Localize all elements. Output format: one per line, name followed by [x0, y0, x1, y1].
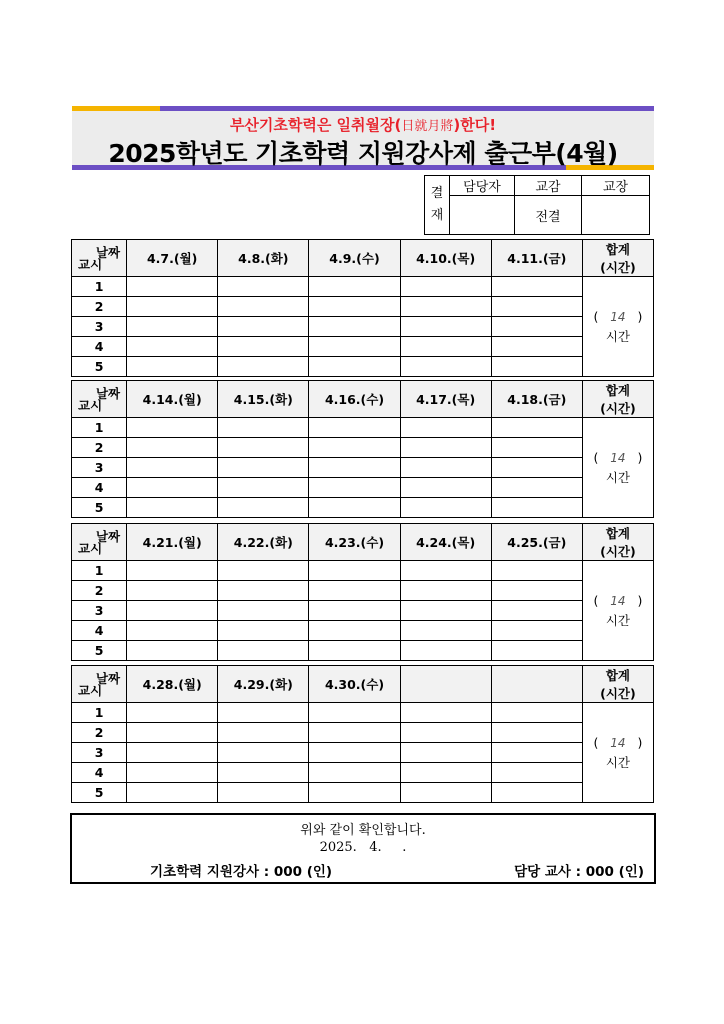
date-period-header [72, 240, 127, 277]
sign-cell[interactable] [218, 317, 309, 337]
slogan-hanja: 日就月將 [401, 119, 454, 134]
sign-cell[interactable] [491, 297, 582, 317]
sign-cell[interactable] [127, 458, 218, 478]
sign-cell[interactable] [309, 783, 400, 803]
table-row [72, 297, 654, 317]
sign-cell[interactable] [400, 337, 491, 357]
sign-cell[interactable] [491, 561, 582, 581]
sign-cell[interactable] [400, 763, 491, 783]
sign-cell[interactable] [491, 581, 582, 601]
table-row [72, 581, 654, 601]
sign-cell[interactable] [218, 458, 309, 478]
sign-cell[interactable] [218, 601, 309, 621]
sign-cell[interactable] [218, 743, 309, 763]
sign-cell[interactable] [127, 783, 218, 803]
sign-cell[interactable] [400, 703, 491, 723]
sign-cell[interactable] [127, 641, 218, 661]
period-number: 2 [72, 581, 127, 601]
confirm-date: 2025. 4. . [319, 840, 407, 855]
sign-cell[interactable] [491, 458, 582, 478]
sign-cell[interactable] [309, 277, 400, 297]
sign-cell[interactable] [309, 458, 400, 478]
sign-cell[interactable] [127, 337, 218, 357]
date-header: 4.9.(수) [309, 240, 400, 277]
sign-cell[interactable] [127, 438, 218, 458]
sign-cell[interactable] [491, 621, 582, 641]
table-row [72, 703, 654, 723]
confirmation-box [70, 813, 656, 884]
table-row [72, 438, 654, 458]
total-hours-cell: ( 14 ) 시간 [582, 561, 653, 661]
sign-cell[interactable] [218, 783, 309, 803]
period-number: 1 [72, 703, 127, 723]
signer-instructor: 기초학력 지원강사 : 000 (인) [150, 864, 333, 880]
sign-cell[interactable] [491, 478, 582, 498]
sign-cell[interactable] [218, 277, 309, 297]
approval-sign-principal[interactable] [582, 196, 650, 235]
sign-cell[interactable] [309, 438, 400, 458]
table-row [72, 337, 654, 357]
total-header: 합계 (시간) [582, 524, 653, 561]
total-hours-value: 14 [610, 593, 626, 608]
table-row [72, 498, 654, 518]
date-header: 4.25.(금) [491, 524, 582, 561]
sign-cell[interactable] [127, 277, 218, 297]
sign-cell[interactable] [309, 601, 400, 621]
sign-cell[interactable] [127, 478, 218, 498]
sign-cell[interactable] [400, 561, 491, 581]
sign-cell[interactable] [491, 763, 582, 783]
period-number: 3 [72, 317, 127, 337]
sign-cell[interactable] [218, 438, 309, 458]
sign-cell[interactable] [127, 357, 218, 377]
sign-cell[interactable] [127, 581, 218, 601]
period-number: 1 [72, 561, 127, 581]
sign-cell[interactable] [127, 601, 218, 621]
period-number: 5 [72, 783, 127, 803]
sign-cell[interactable] [491, 783, 582, 803]
sign-cell[interactable] [400, 458, 491, 478]
period-number: 4 [72, 337, 127, 357]
sign-cell[interactable] [309, 641, 400, 661]
approval-sign-manager[interactable] [450, 196, 515, 235]
page-title: 2025학년도 기초학력 지원강사제 출근부(4월) [108, 139, 618, 168]
date-header: 4.8.(화) [218, 240, 309, 277]
date-label: 날짜 [95, 386, 121, 401]
sign-cell[interactable] [127, 498, 218, 518]
period-number: 5 [72, 641, 127, 661]
sign-cell[interactable] [218, 297, 309, 317]
sign-cell[interactable] [400, 357, 491, 377]
sign-cell[interactable] [400, 581, 491, 601]
date-period-header [72, 381, 127, 418]
sign-cell[interactable] [491, 337, 582, 357]
sign-cell[interactable] [400, 418, 491, 438]
total-hours-cell: ( 14 ) 시간 [582, 418, 653, 518]
sign-cell[interactable] [491, 357, 582, 377]
week-table [71, 239, 654, 377]
sign-cell[interactable] [491, 277, 582, 297]
sign-cell[interactable] [309, 297, 400, 317]
date-header [491, 666, 582, 703]
period-number: 3 [72, 601, 127, 621]
sign-cell[interactable] [491, 601, 582, 621]
slogan-main: 부산기초학력은 일취월장 [229, 116, 395, 134]
approval-side-label: 결 재 [425, 176, 450, 235]
date-header: 4.21.(월) [127, 524, 218, 561]
total-header: 합계 (시간) [582, 381, 653, 418]
sign-cell[interactable] [491, 317, 582, 337]
table-row [72, 357, 654, 377]
sign-cell[interactable] [127, 763, 218, 783]
sign-cell[interactable] [309, 337, 400, 357]
sign-cell[interactable] [400, 438, 491, 458]
date-header: 4.7.(월) [127, 240, 218, 277]
slogan: 부산기초학력은 일취월장(日就月將)한다! [229, 116, 497, 134]
sign-cell[interactable] [491, 418, 582, 438]
date-header: 4.30.(수) [309, 666, 400, 703]
sign-cell[interactable] [218, 418, 309, 438]
sign-cell[interactable] [491, 498, 582, 518]
sign-cell[interactable] [127, 418, 218, 438]
table-row [72, 763, 654, 783]
sign-cell[interactable] [491, 703, 582, 723]
confirm-text: 위와 같이 확인합니다. [300, 823, 426, 838]
approval-box [424, 175, 650, 235]
table-row [72, 277, 654, 297]
approval-col-principal: 교장 [582, 176, 650, 196]
sign-cell[interactable] [127, 723, 218, 743]
sign-cell[interactable] [491, 641, 582, 661]
approval-sign-vice-principal: 전결 [515, 196, 582, 235]
date-period-header [72, 666, 127, 703]
sign-cell[interactable] [309, 357, 400, 377]
date-header: 4.22.(화) [218, 524, 309, 561]
sign-cell[interactable] [218, 478, 309, 498]
date-label: 날짜 [95, 671, 121, 686]
sign-cell[interactable] [218, 581, 309, 601]
sign-cell[interactable] [491, 743, 582, 763]
date-header: 4.10.(목) [400, 240, 491, 277]
date-header: 4.14.(월) [127, 381, 218, 418]
slogan-end: 한다! [460, 116, 497, 134]
total-header: 합계 (시간) [582, 240, 653, 277]
sign-cell[interactable] [309, 561, 400, 581]
sign-cell[interactable] [127, 317, 218, 337]
sign-cell[interactable] [400, 297, 491, 317]
sign-cell[interactable] [309, 723, 400, 743]
sign-cell[interactable] [218, 498, 309, 518]
week-table [71, 523, 654, 661]
table-row [72, 418, 654, 438]
sign-cell[interactable] [218, 723, 309, 743]
date-period-header [72, 524, 127, 561]
period-number: 3 [72, 743, 127, 763]
period-number: 2 [72, 723, 127, 743]
table-row [72, 641, 654, 661]
table-row [72, 478, 654, 498]
period-number: 4 [72, 621, 127, 641]
sign-cell[interactable] [218, 337, 309, 357]
table-row [72, 783, 654, 803]
sign-cell[interactable] [400, 277, 491, 297]
date-header: 4.18.(금) [491, 381, 582, 418]
sign-cell[interactable] [400, 601, 491, 621]
table-row [72, 743, 654, 763]
date-label: 날짜 [95, 245, 121, 260]
period-label: 교시 [78, 541, 103, 556]
period-number: 5 [72, 498, 127, 518]
period-label: 교시 [78, 683, 103, 698]
sign-cell[interactable] [309, 703, 400, 723]
period-number: 3 [72, 458, 127, 478]
total-header: 합계 (시간) [582, 666, 653, 703]
table-row [72, 723, 654, 743]
sign-cell[interactable] [309, 317, 400, 337]
table-row [72, 621, 654, 641]
period-number: 1 [72, 277, 127, 297]
total-hours-cell: ( 14 ) 시간 [582, 277, 653, 377]
sign-cell[interactable] [309, 498, 400, 518]
total-hours-value: 14 [610, 309, 626, 324]
sign-cell[interactable] [127, 297, 218, 317]
period-number: 4 [72, 478, 127, 498]
total-hours-value: 14 [610, 735, 626, 750]
period-label: 교시 [78, 257, 103, 272]
sign-cell[interactable] [400, 317, 491, 337]
period-number: 2 [72, 438, 127, 458]
sign-cell[interactable] [127, 621, 218, 641]
table-row [72, 601, 654, 621]
sign-cell[interactable] [218, 763, 309, 783]
period-number: 2 [72, 297, 127, 317]
sign-cell[interactable] [309, 743, 400, 763]
sign-cell[interactable] [400, 498, 491, 518]
sign-cell[interactable] [400, 478, 491, 498]
date-header: 4.29.(화) [218, 666, 309, 703]
sign-cell[interactable] [218, 357, 309, 377]
total-hours-cell: ( 14 ) 시간 [582, 703, 653, 803]
date-header: 4.24.(목) [400, 524, 491, 561]
period-number: 5 [72, 357, 127, 377]
period-number: 1 [72, 418, 127, 438]
sign-cell[interactable] [491, 723, 582, 743]
date-header: 4.11.(금) [491, 240, 582, 277]
sign-cell[interactable] [127, 703, 218, 723]
date-header: 4.28.(월) [127, 666, 218, 703]
sign-cell[interactable] [309, 763, 400, 783]
week-table [71, 380, 654, 518]
week-table [71, 665, 654, 803]
date-header [400, 666, 491, 703]
sign-cell[interactable] [218, 621, 309, 641]
sign-cell[interactable] [309, 621, 400, 641]
total-hours-value: 14 [610, 450, 626, 465]
sign-cell[interactable] [400, 723, 491, 743]
sign-cell[interactable] [400, 621, 491, 641]
sign-cell[interactable] [309, 478, 400, 498]
sign-cell[interactable] [127, 561, 218, 581]
date-header: 4.23.(수) [309, 524, 400, 561]
sign-cell[interactable] [491, 438, 582, 458]
sign-cell[interactable] [218, 703, 309, 723]
sign-cell[interactable] [309, 581, 400, 601]
sign-cell[interactable] [127, 743, 218, 763]
sign-cell[interactable] [309, 418, 400, 438]
table-row [72, 561, 654, 581]
period-number: 4 [72, 763, 127, 783]
date-header: 4.17.(목) [400, 381, 491, 418]
approval-col-vice-principal: 교감 [515, 176, 582, 196]
sign-cell[interactable] [400, 783, 491, 803]
date-header: 4.16.(수) [309, 381, 400, 418]
table-row [72, 458, 654, 478]
table-row [72, 317, 654, 337]
period-label: 교시 [78, 398, 103, 413]
sign-cell[interactable] [218, 561, 309, 581]
sign-cell[interactable] [400, 641, 491, 661]
approval-col-manager: 담당자 [450, 176, 515, 196]
date-label: 날짜 [95, 529, 121, 544]
signer-teacher: 담당 교사 : 000 (인) [514, 864, 644, 880]
sign-cell[interactable] [218, 641, 309, 661]
sign-cell[interactable] [400, 743, 491, 763]
date-header: 4.15.(화) [218, 381, 309, 418]
